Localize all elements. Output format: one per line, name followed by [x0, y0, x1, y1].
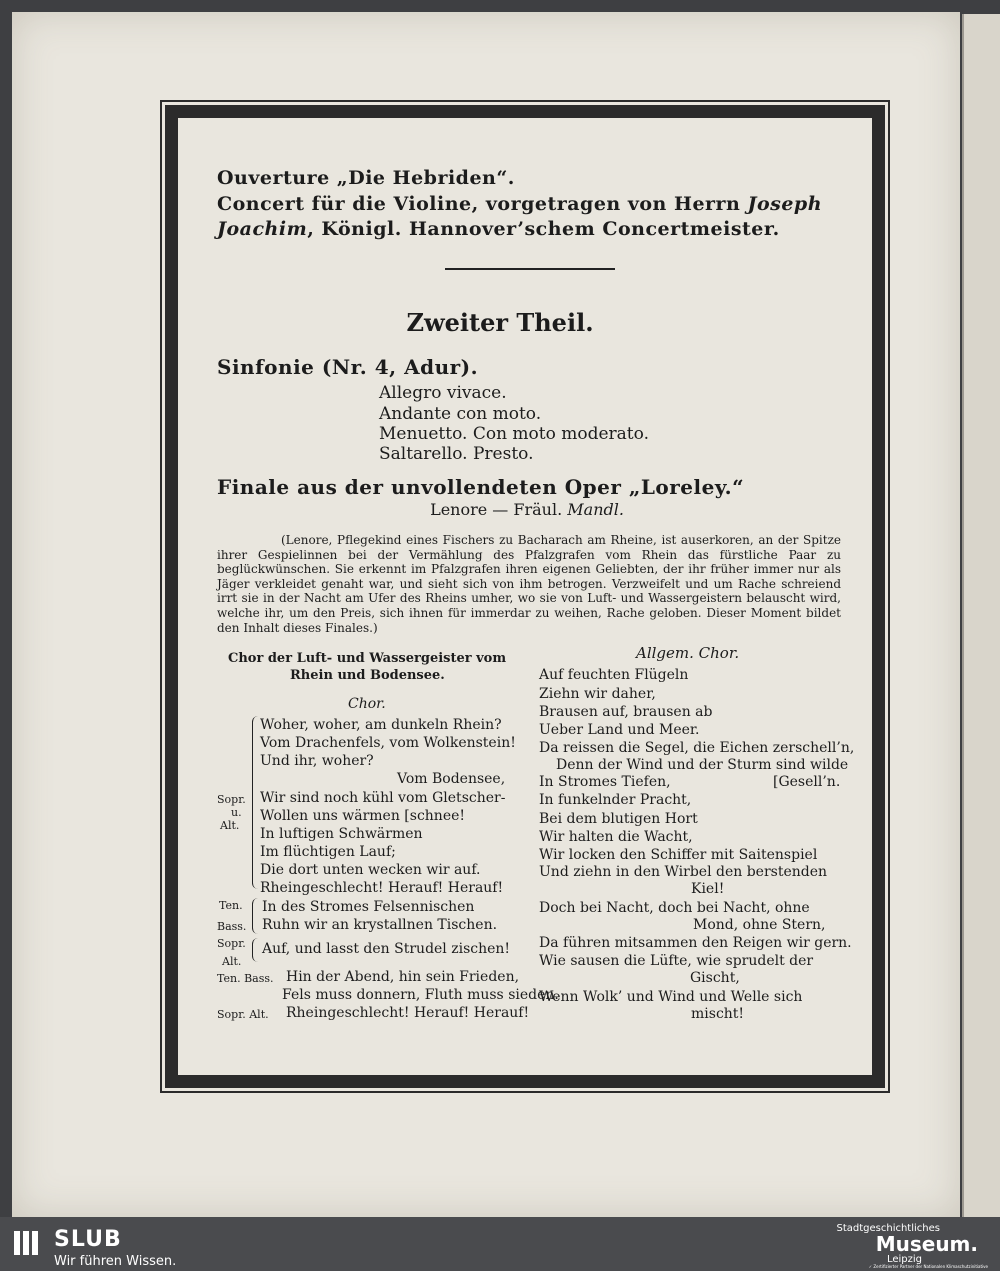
- movement-2: Andante con moto.: [379, 404, 542, 424]
- left-line: Wollen uns wärmen [schnee!: [260, 808, 466, 824]
- left-line: Woher, woher, am dunkeln Rhein?: [260, 717, 502, 733]
- slub-logo-icon: [12, 1229, 44, 1257]
- right-line: Da führen mitsammen den Reigen wir gern.: [539, 935, 852, 951]
- right-line: In Stromes Tiefen,: [539, 774, 671, 790]
- right-line: Doch bei Nacht, doch bei Nacht, ohne: [539, 900, 810, 916]
- section-divider: [445, 268, 615, 270]
- museum-top: Stadtgeschichtliches: [836, 1223, 940, 1234]
- left-line: Im flüchtigen Lauf;: [260, 844, 396, 860]
- cast-line: Lenore — Fräul. Mandl.: [430, 500, 624, 519]
- right-line: [Gesell’n.: [773, 774, 841, 790]
- voice-label: Ten.: [219, 899, 243, 912]
- left-line: Vom Drachenfels, vom Wolkenstein!: [260, 735, 516, 751]
- part-heading: Zweiter Theil.: [406, 308, 594, 337]
- right-line: Da reissen die Segel, die Eichen zerschell’n,: [539, 740, 855, 756]
- voice-label: Bass.: [217, 920, 247, 933]
- right-line: Wenn Wolk’ und Wind und Welle sich: [539, 989, 803, 1005]
- voice-label: Sopr.: [217, 793, 246, 806]
- left-brace-1: [252, 716, 259, 889]
- left-line: Vom Bodensee,: [397, 771, 506, 787]
- right-line: Wir halten die Wacht,: [539, 829, 693, 845]
- left-line: Wir sind noch kühl vom Gletscher-: [260, 790, 506, 806]
- left-line: Fels muss donnern, Fluth muss sieden.: [282, 987, 559, 1003]
- sinfonie-title: Sinfonie (Nr. 4, Adur).: [217, 355, 479, 379]
- right-chorus-title: Allgem. Chor.: [636, 644, 740, 662]
- left-line: Und ihr, woher?: [260, 753, 374, 769]
- left-brace-2: [252, 898, 259, 934]
- overture-title: Ouverture „Die Hebriden“.: [217, 167, 515, 189]
- concert-title-cont: Joachim, Königl. Hannover’schem Concertmeister.: [217, 218, 780, 240]
- left-line: Hin der Abend, hin sein Frieden,: [286, 969, 520, 985]
- right-line: In funkelnder Pracht,: [539, 792, 692, 808]
- right-line: Kiel!: [691, 881, 725, 897]
- voice-label: Alt.: [222, 955, 242, 968]
- right-line: Wie sausen die Lüfte, wie sprudelt der: [539, 953, 814, 969]
- concert-title: Concert für die Violine, vorgetragen von Herrn Joseph: [217, 193, 823, 215]
- right-line: mischt!: [691, 1006, 745, 1022]
- right-line: Bei dem blutigen Hort: [539, 811, 698, 827]
- movement-1: Allegro vivace.: [379, 383, 507, 403]
- left-line: Rheingeschlecht! Herauf! Herauf!: [260, 880, 504, 896]
- movement-4: Saltarello. Presto.: [379, 444, 534, 464]
- synopsis: (Lenore, Pflegekind eines Fischers zu Bacharach am Rheine, ist auserkoren, an der Spitze ihrer Gespielinnen bei der Vermählung des Pfalzgrafen vom Rhein das fürstliche Paar zu beglückwünschen. Sie erkennt im Pfalzgrafen ihren eigenen Geliebten, der ihr früher immer nur als Jäger verkleidet genaht war, und sieht sich von ihm betrogen. Verzweifelt und um Rache schreiend irrt sie in der Nacht am Ufer des Rheins umher, wo sie von Luft- und Wassergeistern belauscht wird, welche ihr, um den Preis, sich ihnen für immerdar zu weihen, Rache geloben. Dieser Moment bildet den Inhalt dieses Finales.): [217, 533, 841, 635]
- right-line: Und ziehn in den Wirbel den berstenden: [539, 864, 828, 880]
- voice-label: Sopr. Alt.: [217, 1008, 269, 1021]
- right-line: Gischt,: [690, 970, 740, 986]
- museum-name[interactable]: Museum.: [875, 1232, 978, 1256]
- slub-tagline: Wir führen Wissen.: [54, 1254, 177, 1269]
- left-line: In luftigen Schwärmen: [260, 826, 423, 842]
- right-line: Wir locken den Schiffer mit Saitenspiel: [539, 847, 818, 863]
- left-chorus-title-2: Rhein und Bodensee.: [290, 668, 445, 683]
- left-brace-3: [252, 938, 259, 962]
- voice-label: Sopr.: [217, 937, 246, 950]
- right-line: Auf feuchten Flügeln: [539, 667, 689, 683]
- slub-name[interactable]: SLUB: [54, 1227, 122, 1252]
- voice-label: Ten. Bass.: [217, 972, 274, 985]
- voice-label: u.: [231, 806, 242, 819]
- left-line: Ruhn wir an krystallnen Tischen.: [262, 917, 498, 933]
- left-line: Rheingeschlecht! Herauf! Herauf!: [286, 1005, 530, 1021]
- right-line: Mond, ohne Stern,: [693, 917, 826, 933]
- left-chor-label: Chor.: [348, 696, 386, 712]
- left-line: Die dort unten wecken wir auf.: [260, 862, 481, 878]
- voice-label: Alt.: [220, 819, 240, 832]
- right-line: Denn der Wind und der Sturm sind wilde: [556, 757, 849, 773]
- left-line: In des Stromes Felsennischen: [262, 899, 475, 915]
- left-line: Auf, und lasst den Strudel zischen!: [262, 941, 511, 957]
- right-line: Ueber Land und Meer.: [539, 722, 700, 738]
- museum-cert: ✓ Zertifizierter Partner der Nationalen Klimaschutzinitiative: [868, 1264, 988, 1269]
- movement-3: Menuetto. Con moto moderato.: [379, 424, 649, 444]
- right-line: Ziehn wir daher,: [539, 686, 656, 702]
- museum-city: Leipzig: [886, 1254, 922, 1265]
- right-line: Brausen auf, brausen ab: [539, 704, 713, 720]
- finale-title: Finale aus der unvollendeten Oper „Loreley.“: [217, 475, 745, 499]
- left-chorus-title: Chor der Luft- und Wassergeister vom: [228, 651, 507, 666]
